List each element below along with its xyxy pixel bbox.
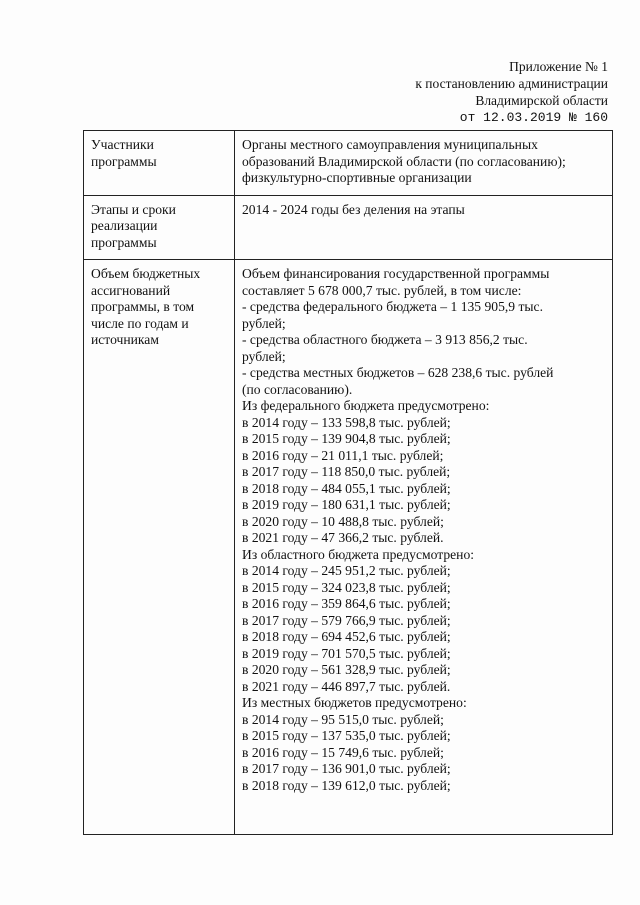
row-content-line: составляет 5 678 000,7 тыс. рублей, в том числе:: [242, 282, 522, 298]
row-content-line: в 2018 году – 139 612,0 тыс. рублей;: [242, 777, 451, 793]
row-label-cell: [84, 260, 235, 835]
row-content-line: в 2017 году – 136 901,0 тыс. рублей;: [242, 761, 451, 776]
row-label-line: источникам: [91, 332, 159, 347]
row-content-line: в 2016 году – 21 011,1 тыс. рублей;: [242, 447, 444, 463]
row-label-line: программы: [91, 153, 157, 169]
row-content-line: (по согласованию).: [242, 381, 353, 397]
row-content-cell: [235, 195, 613, 260]
row-content-line: в 2018 году – 484 055,1 тыс. рублей;: [242, 480, 451, 496]
row-content-line: в 2019 году – 701 570,5 тыс. рублей;: [242, 645, 451, 661]
row-content-line: образований Владимирской области (по согласованию);: [242, 153, 566, 169]
row-content-line: в 2014 году – 95 515,0 тыс. рублей;: [242, 711, 444, 727]
row-content-line: Из федерального бюджета предусмотрено:: [242, 398, 490, 413]
row-label-cell: [84, 195, 235, 260]
row-content-line: в 2017 году – 118 850,0 тыс. рублей;: [242, 464, 451, 479]
row-content-line: рублей;: [242, 348, 286, 364]
row-content-line: рублей;: [242, 315, 286, 331]
row-label-line: Участники: [91, 137, 154, 152]
row-content-line: Органы местного самоуправления муниципальных: [242, 137, 538, 152]
row-content-line: в 2020 году – 10 488,8 тыс. рублей;: [242, 513, 444, 529]
row-content-line: в 2020 году – 561 328,9 тыс. рублей;: [242, 662, 451, 677]
row-content-line: - средства местных бюджетов – 628 238,6 тыс. рублей: [242, 365, 554, 380]
row-content-line: в 2015 году – 137 535,0 тыс. рублей;: [242, 728, 451, 743]
row-content-cell: [235, 131, 613, 196]
row-content-line: Из местных бюджетов предусмотрено:: [242, 695, 467, 710]
program-passport-table: [83, 130, 613, 835]
row-content-line: Из областного бюджета предусмотрено:: [242, 546, 475, 562]
row-content-line: в 2018 году – 694 452,6 тыс. рублей;: [242, 629, 451, 644]
row-content-line: - средства областного бюджета – 3 913 856,2 тыс.: [242, 332, 528, 347]
table-row: [84, 195, 613, 260]
row-content-line: в 2021 году – 47 366,2 тыс. рублей.: [242, 530, 444, 545]
row-content-line: 2014 - 2024 годы без деления на этапы: [242, 201, 465, 217]
row-content-line: Объем финансирования государственной программы: [242, 266, 550, 281]
passport-table-body: [84, 131, 613, 835]
appendix-ref-line: к постановлению администрации: [415, 76, 608, 91]
row-content-cell: [235, 260, 613, 835]
row-label-line: программы: [91, 234, 157, 250]
appendix-region-line: Владимирской области: [475, 93, 608, 108]
table-row: [84, 260, 613, 835]
row-label-cell: [84, 131, 235, 196]
appendix-title: Приложение № 1: [509, 59, 608, 74]
row-content-line: в 2014 году – 133 598,8 тыс. рублей;: [242, 414, 451, 430]
row-content-line: - средства федерального бюджета – 1 135 905,9 тыс.: [242, 299, 543, 314]
row-label-line: программы, в том: [91, 299, 195, 314]
row-label-line: ассигнований: [91, 282, 171, 298]
row-label-line: Этапы и сроки: [91, 201, 176, 217]
appendix-date-number: от 12.03.2019 № 160: [459, 110, 608, 125]
appendix-header: [415, 58, 608, 126]
row-label-line: Объем бюджетных: [91, 266, 201, 281]
table-row: [84, 131, 613, 196]
row-content-line: в 2016 году – 359 864,6 тыс. рублей;: [242, 596, 451, 611]
row-content-line: физкультурно-спортивные организации: [242, 170, 472, 185]
row-label-line: реализации: [91, 218, 158, 233]
row-content-line: в 2021 году – 446 897,7 тыс. рублей.: [242, 678, 451, 694]
row-label-line: числе по годам и: [91, 315, 189, 331]
row-content-line: в 2017 году – 579 766,9 тыс. рублей;: [242, 612, 451, 628]
row-content-line: в 2015 году – 324 023,8 тыс. рублей;: [242, 579, 451, 595]
row-content-line: в 2019 году – 180 631,1 тыс. рублей;: [242, 497, 451, 512]
row-content-line: в 2016 году – 15 749,6 тыс. рублей;: [242, 744, 444, 760]
row-content-line: в 2014 году – 245 951,2 тыс. рублей;: [242, 563, 451, 578]
row-content-line: в 2015 году – 139 904,8 тыс. рублей;: [242, 431, 451, 446]
